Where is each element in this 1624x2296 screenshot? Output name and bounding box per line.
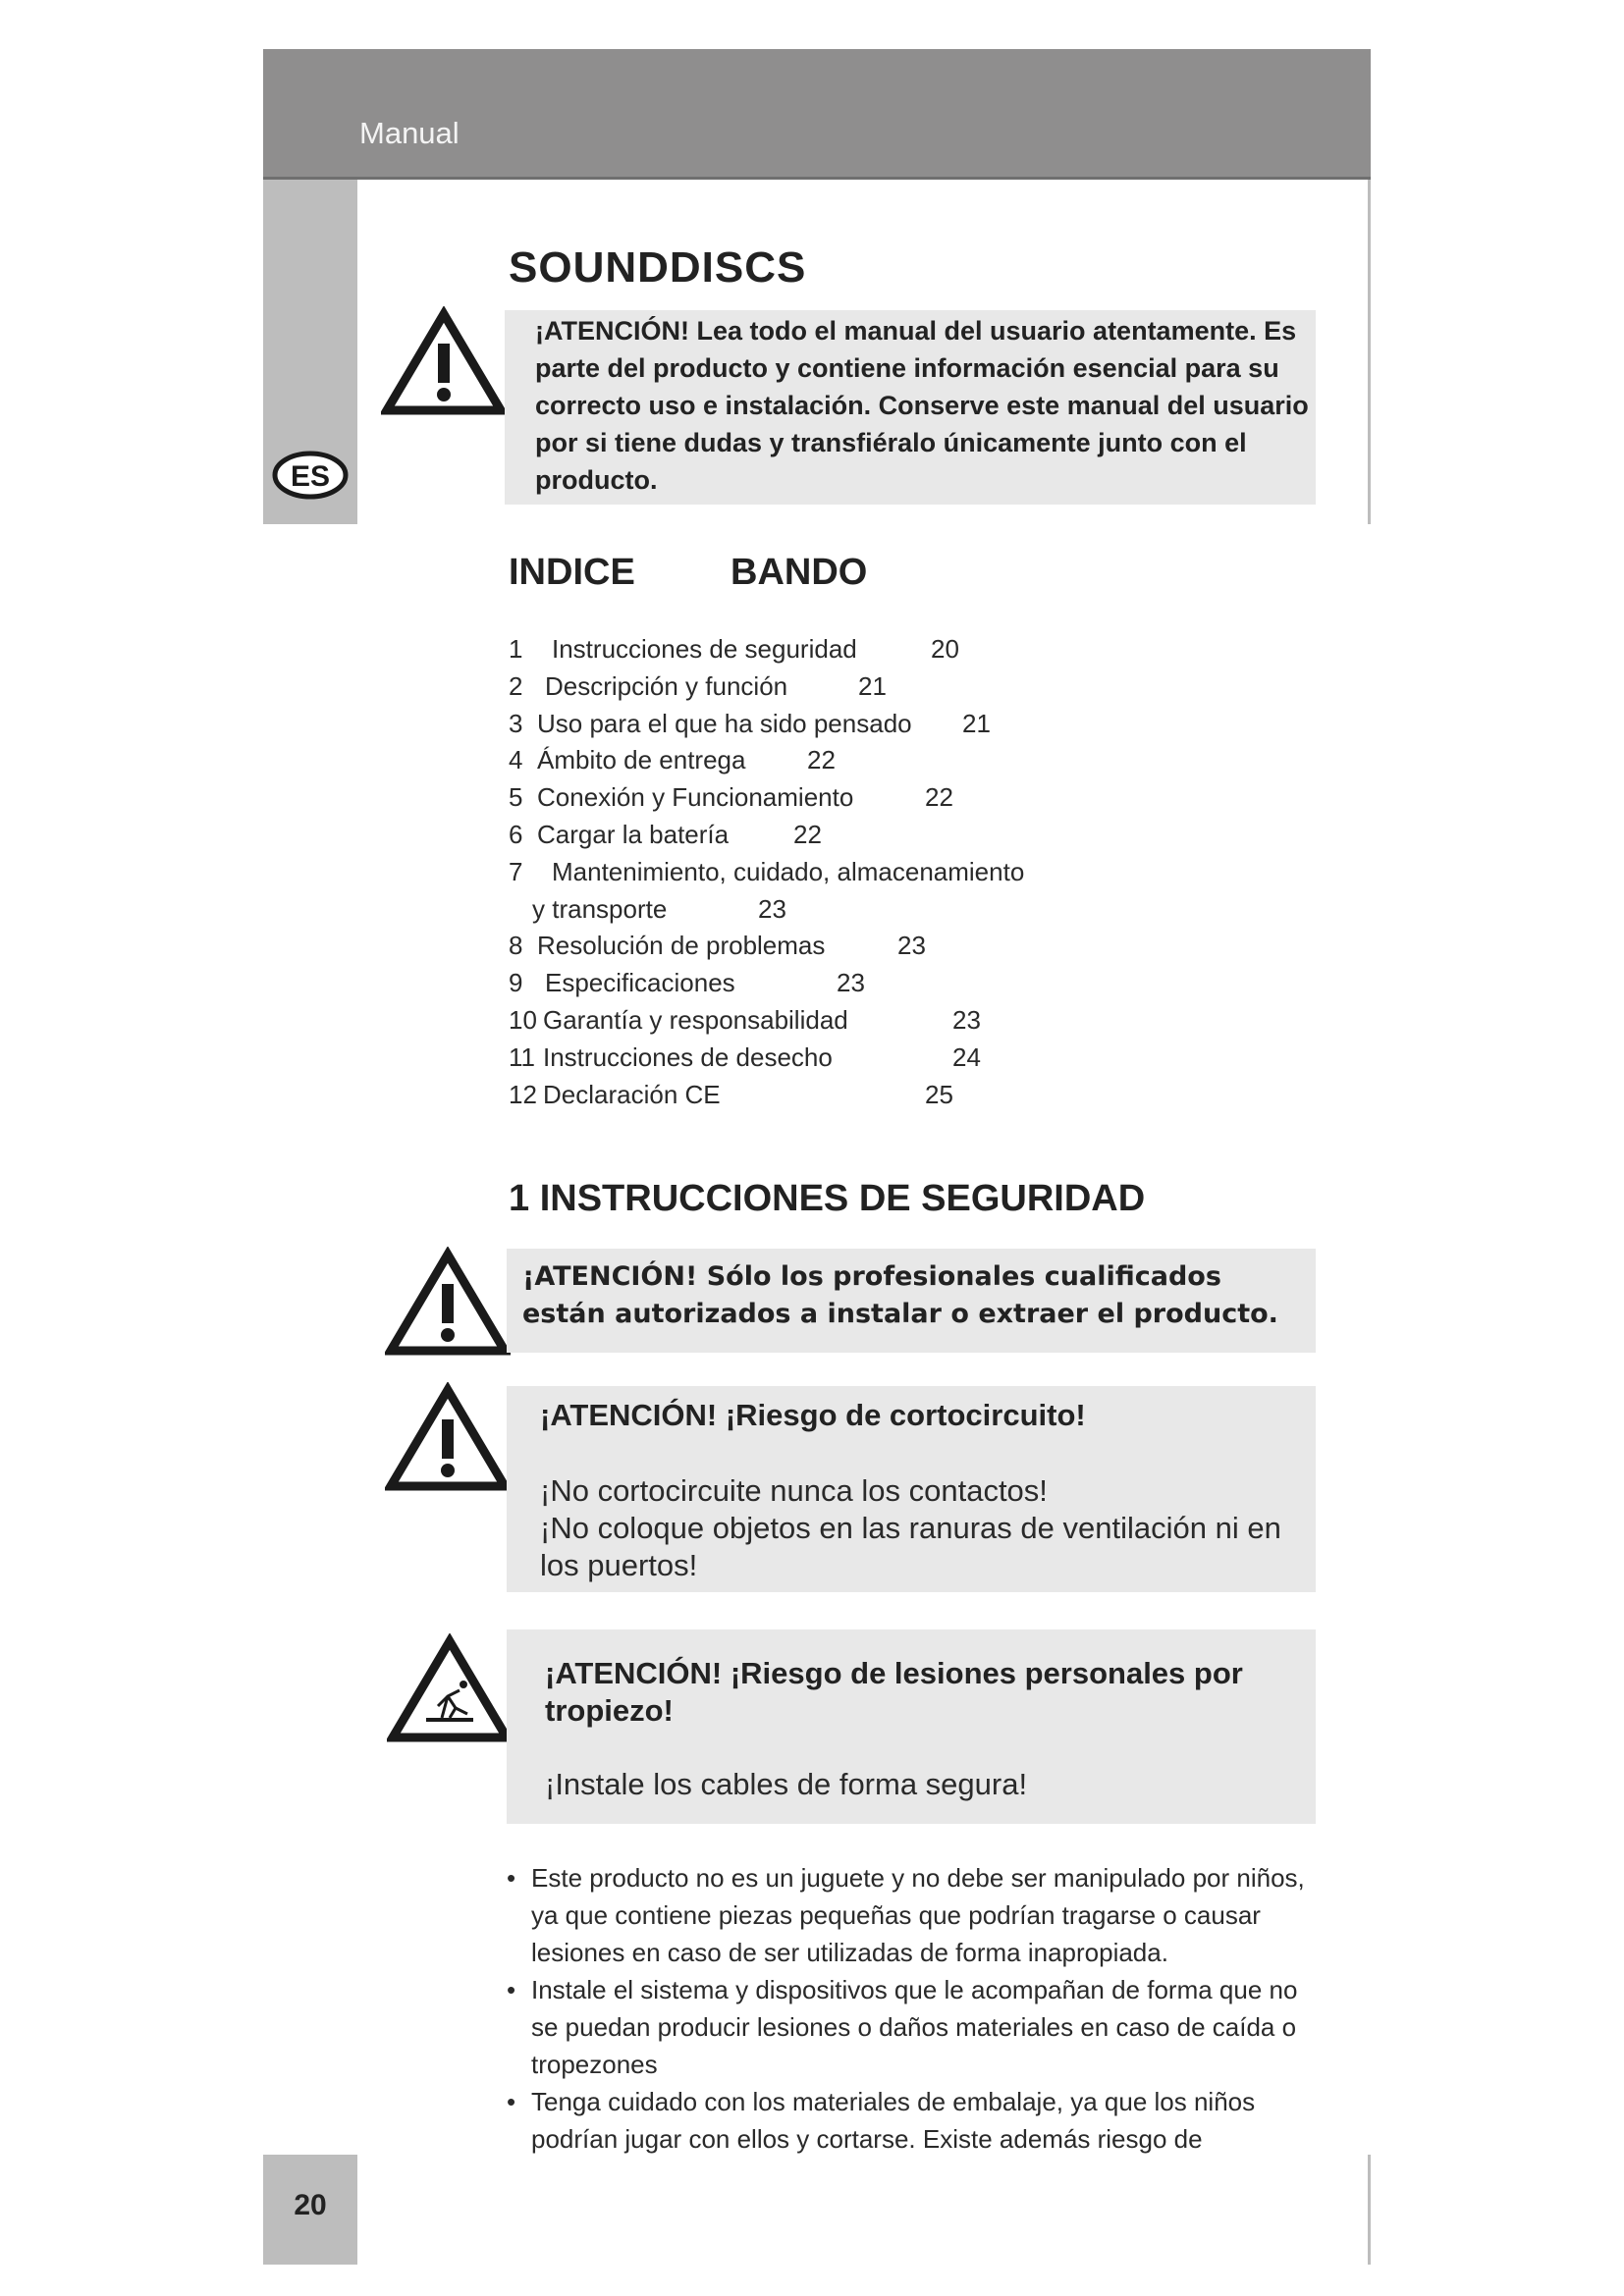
warning-heading-short-circuit: ¡ATENCIÓN! ¡Riesgo de cortocircuito!: [540, 1398, 1086, 1432]
toc-entry: 11 Instrucciones de desecho 24: [509, 1041, 981, 1072]
toc-entry: 4 Ámbito de entrega 22: [509, 745, 836, 775]
language-badge-label: ES: [290, 460, 331, 493]
right-rule: [1368, 2155, 1371, 2265]
table-of-contents: [509, 631, 1137, 1113]
toc-entry: 3 Uso para el que ha sido pensado 21: [509, 708, 991, 738]
warning-text-installation: ¡ATENCIÓN! Sólo los profesionales cualificados están autorizados a instalar o extraer el producto.: [522, 1261, 1278, 1329]
right-rule: [1368, 180, 1371, 524]
index-heading: INDICE: [509, 552, 635, 593]
toc-entry: 7 Mantenimiento, cuidado, almacenamiento: [509, 856, 1025, 886]
warning-heading-trip: ¡ATENCIÓN! ¡Riesgo de lesiones personales por tropiezo!: [545, 1656, 1243, 1728]
intro-warning-text: ¡ATENCIÓN! Lea todo el manual del usuario atentamente. Es parte del producto y contiene información esencial para su correcto uso e instalación. Conserve este manual del usuario por si tiene dudas y transfiéralo únicamente junto con el producto.: [535, 316, 1309, 495]
language-badge: [271, 450, 350, 501]
toc-entry: 1 Instrucciones de seguridad 20: [509, 634, 959, 664]
header-title: Manual: [359, 116, 460, 150]
list-item: • Este producto no es un juguete y no debe ser manipulado por niños, ya que contiene piezas pequeñas que podrían tragarse o causar lesiones en caso de ser utilizadas de forma inapropiada.: [505, 1859, 1310, 1971]
toc-entry: 6 Cargar la batería 22: [509, 819, 822, 849]
toc-entry: 8 Resolución de problemas 23: [509, 931, 926, 961]
page-title: SOUNDDISCS: [509, 243, 807, 292]
toc-entry-continuation: y transporte 23: [532, 893, 786, 924]
toc-entry: 12 Declaración CE 25: [509, 1079, 953, 1109]
warning-triangle-icon: [385, 1247, 511, 1357]
warning-text-short-circuit: ¡No cortocircuite nunca los contactos! ¡No coloque objetos en las ranuras de ventilación ni en los puertos!: [540, 1473, 1281, 1582]
header-divider: [263, 177, 1371, 180]
index-heading-right: BANDO: [731, 552, 868, 593]
list-item: • Instale el sistema y dispositivos que le acompañan de forma que no se puedan producir lesiones o daños materiales en caso de caída o tropezones: [505, 1971, 1310, 2083]
trip-hazard-icon: [387, 1633, 513, 1743]
warning-triangle-icon: [381, 306, 507, 416]
list-item: • Tenga cuidado con los materiales de embalaje, ya que los niños podrían jugar con ellos y cortarse. Existe además riesgo de: [505, 2083, 1310, 2158]
section-heading: 1 INSTRUCCIONES DE SEGURIDAD: [509, 1178, 1146, 1219]
toc-entry: 2 Descripción y función 21: [509, 670, 887, 701]
toc-entry: 10 Garantía y responsabilidad 23: [509, 1004, 981, 1035]
safety-bullet-list: [505, 1859, 1310, 2158]
header-bar: [263, 49, 1371, 177]
toc-entry: 9 Especificaciones 23: [509, 968, 865, 998]
warning-triangle-icon: [385, 1382, 511, 1492]
warning-text-trip: ¡Instale los cables de forma segura!: [545, 1767, 1028, 1801]
toc-entry: 5 Conexión y Funcionamiento 22: [509, 782, 953, 813]
page-number: 20: [294, 2189, 327, 2221]
